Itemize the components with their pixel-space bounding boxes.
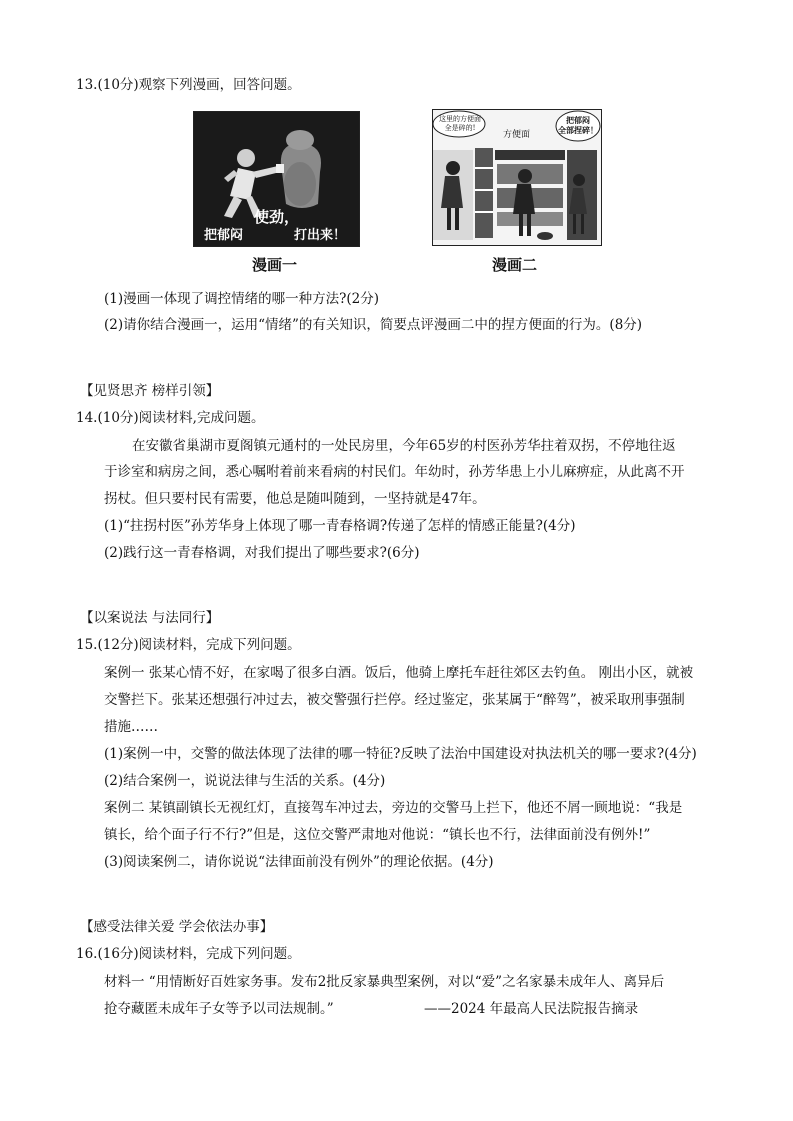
section-14-heading: 【见贤思齐 榜样引领】 — [80, 383, 220, 399]
q16-material1-source: ——2024 年最高人民法院报告摘录 — [424, 1001, 639, 1017]
q15-case1-line2: 交警拦下。张某还想强行冲过去，被交警强行拦停。经过鉴定，张某属于“醉驾”，被采取刑事强制 — [104, 692, 685, 708]
q16-material1-line2: 抢夺藏匿未成年子女等予以司法规制。” — [104, 1001, 334, 1017]
q14-para-2: 于诊室和病房之间，悉心嘱咐着前来看病的村民们。年幼时，孙芳华患上小儿麻痹症，从此离不开 — [104, 464, 685, 480]
q14-sub1: (1)“拄拐村医”孙芳华身上体现了哪一青春格调?传递了怎样的情感正能量?(4分) — [104, 518, 576, 534]
q14-para-3: 拐杖。但只要村民有需要，他总是随叫随到，一坚持就是47年。 — [104, 491, 486, 507]
q13-sub2: (2)请你结合漫画一，运用“情绪”的有关知识，简要点评漫画二中的捏方便面的行为。(8分) — [104, 317, 643, 333]
comic-two-bubble-right-1: 把郁闷 — [566, 115, 590, 125]
comic-one-text-1: 使劲， — [253, 208, 299, 226]
q14-sub2: (2)践行这一青春格调，对我们提出了哪些要求?(6分) — [104, 545, 420, 561]
q13-sub1: (1)漫画一体现了调控情绪的哪一种方法?(2分) — [104, 291, 379, 307]
comic-one — [193, 111, 360, 247]
comic-two-bubble-left-1: 这里的方便面 — [439, 115, 481, 123]
q15-sub2: (2)结合案例一，说说法律与生活的关系。(4分) — [104, 773, 386, 789]
q15-case2-line1: 案例二 某镇副镇长无视红灯，直接驾车冲过去，旁边的交警马上拦下，他还不屑一顾地说：“我是 — [104, 800, 683, 816]
comic-one-text-2a: 把郁闷 — [204, 228, 244, 243]
comic-one-text-2b: 打出来！ — [294, 228, 347, 243]
comic-two — [432, 109, 602, 246]
q15-stem: 15.(12分)阅读材料，完成下列问题。 — [76, 637, 301, 653]
q16-stem: 16.(16分)阅读材料，完成下列问题。 — [76, 946, 301, 962]
section-16-heading: 【感受法律关爱 学会依法办事】 — [80, 919, 274, 935]
q15-sub3: (3)阅读案例二，请你说说“法律面前没有例外”的理论依据。(4分) — [104, 854, 494, 870]
section-15-heading: 【以案说法 与法同行】 — [80, 610, 220, 626]
q15-case1-line1: 案例一 张某心情不好，在家喝了很多白酒。饭后，他骑上摩托车赶往郊区去钓鱼。 刚出小区，就被 — [104, 665, 694, 681]
q13-stem: 13.(10分)观察下列漫画，回答问题。 — [76, 77, 301, 93]
comic-two-sign: 方便面 — [503, 130, 531, 140]
q14-para-1: 在安徽省巢湖市夏阁镇元通村的一处民房里，今年65岁的村医孙芳华拄着双拐，不停地往返 — [132, 438, 676, 454]
q15-case1-line3: 措施…… — [104, 719, 158, 735]
comic-two-caption: 漫画二 — [492, 256, 538, 274]
q15-case2-line2: 镇长，给个面子行不行?”但是，这位交警严肃地对他说：“镇长也不行，法律面前没有例外!” — [104, 827, 651, 843]
comic-two-bubble-left-2: 全是碎的! — [444, 124, 476, 132]
comic-two-bubble-right-2: 全部捏碎！ — [558, 125, 598, 135]
q16-material1-line1: 材料一 “用情断好百姓家务事。发布2批反家暴典型案例，对以“爱”之名家暴未成年人、离异后 — [104, 974, 665, 990]
comic-one-caption: 漫画一 — [252, 256, 298, 274]
q15-sub1: (1)案例一中，交警的做法体现了法律的哪一特征?反映了法治中国建设对执法机关的哪一要求?(4分) — [104, 746, 697, 762]
q14-stem: 14.(10分)阅读材料,完成问题。 — [76, 410, 265, 426]
